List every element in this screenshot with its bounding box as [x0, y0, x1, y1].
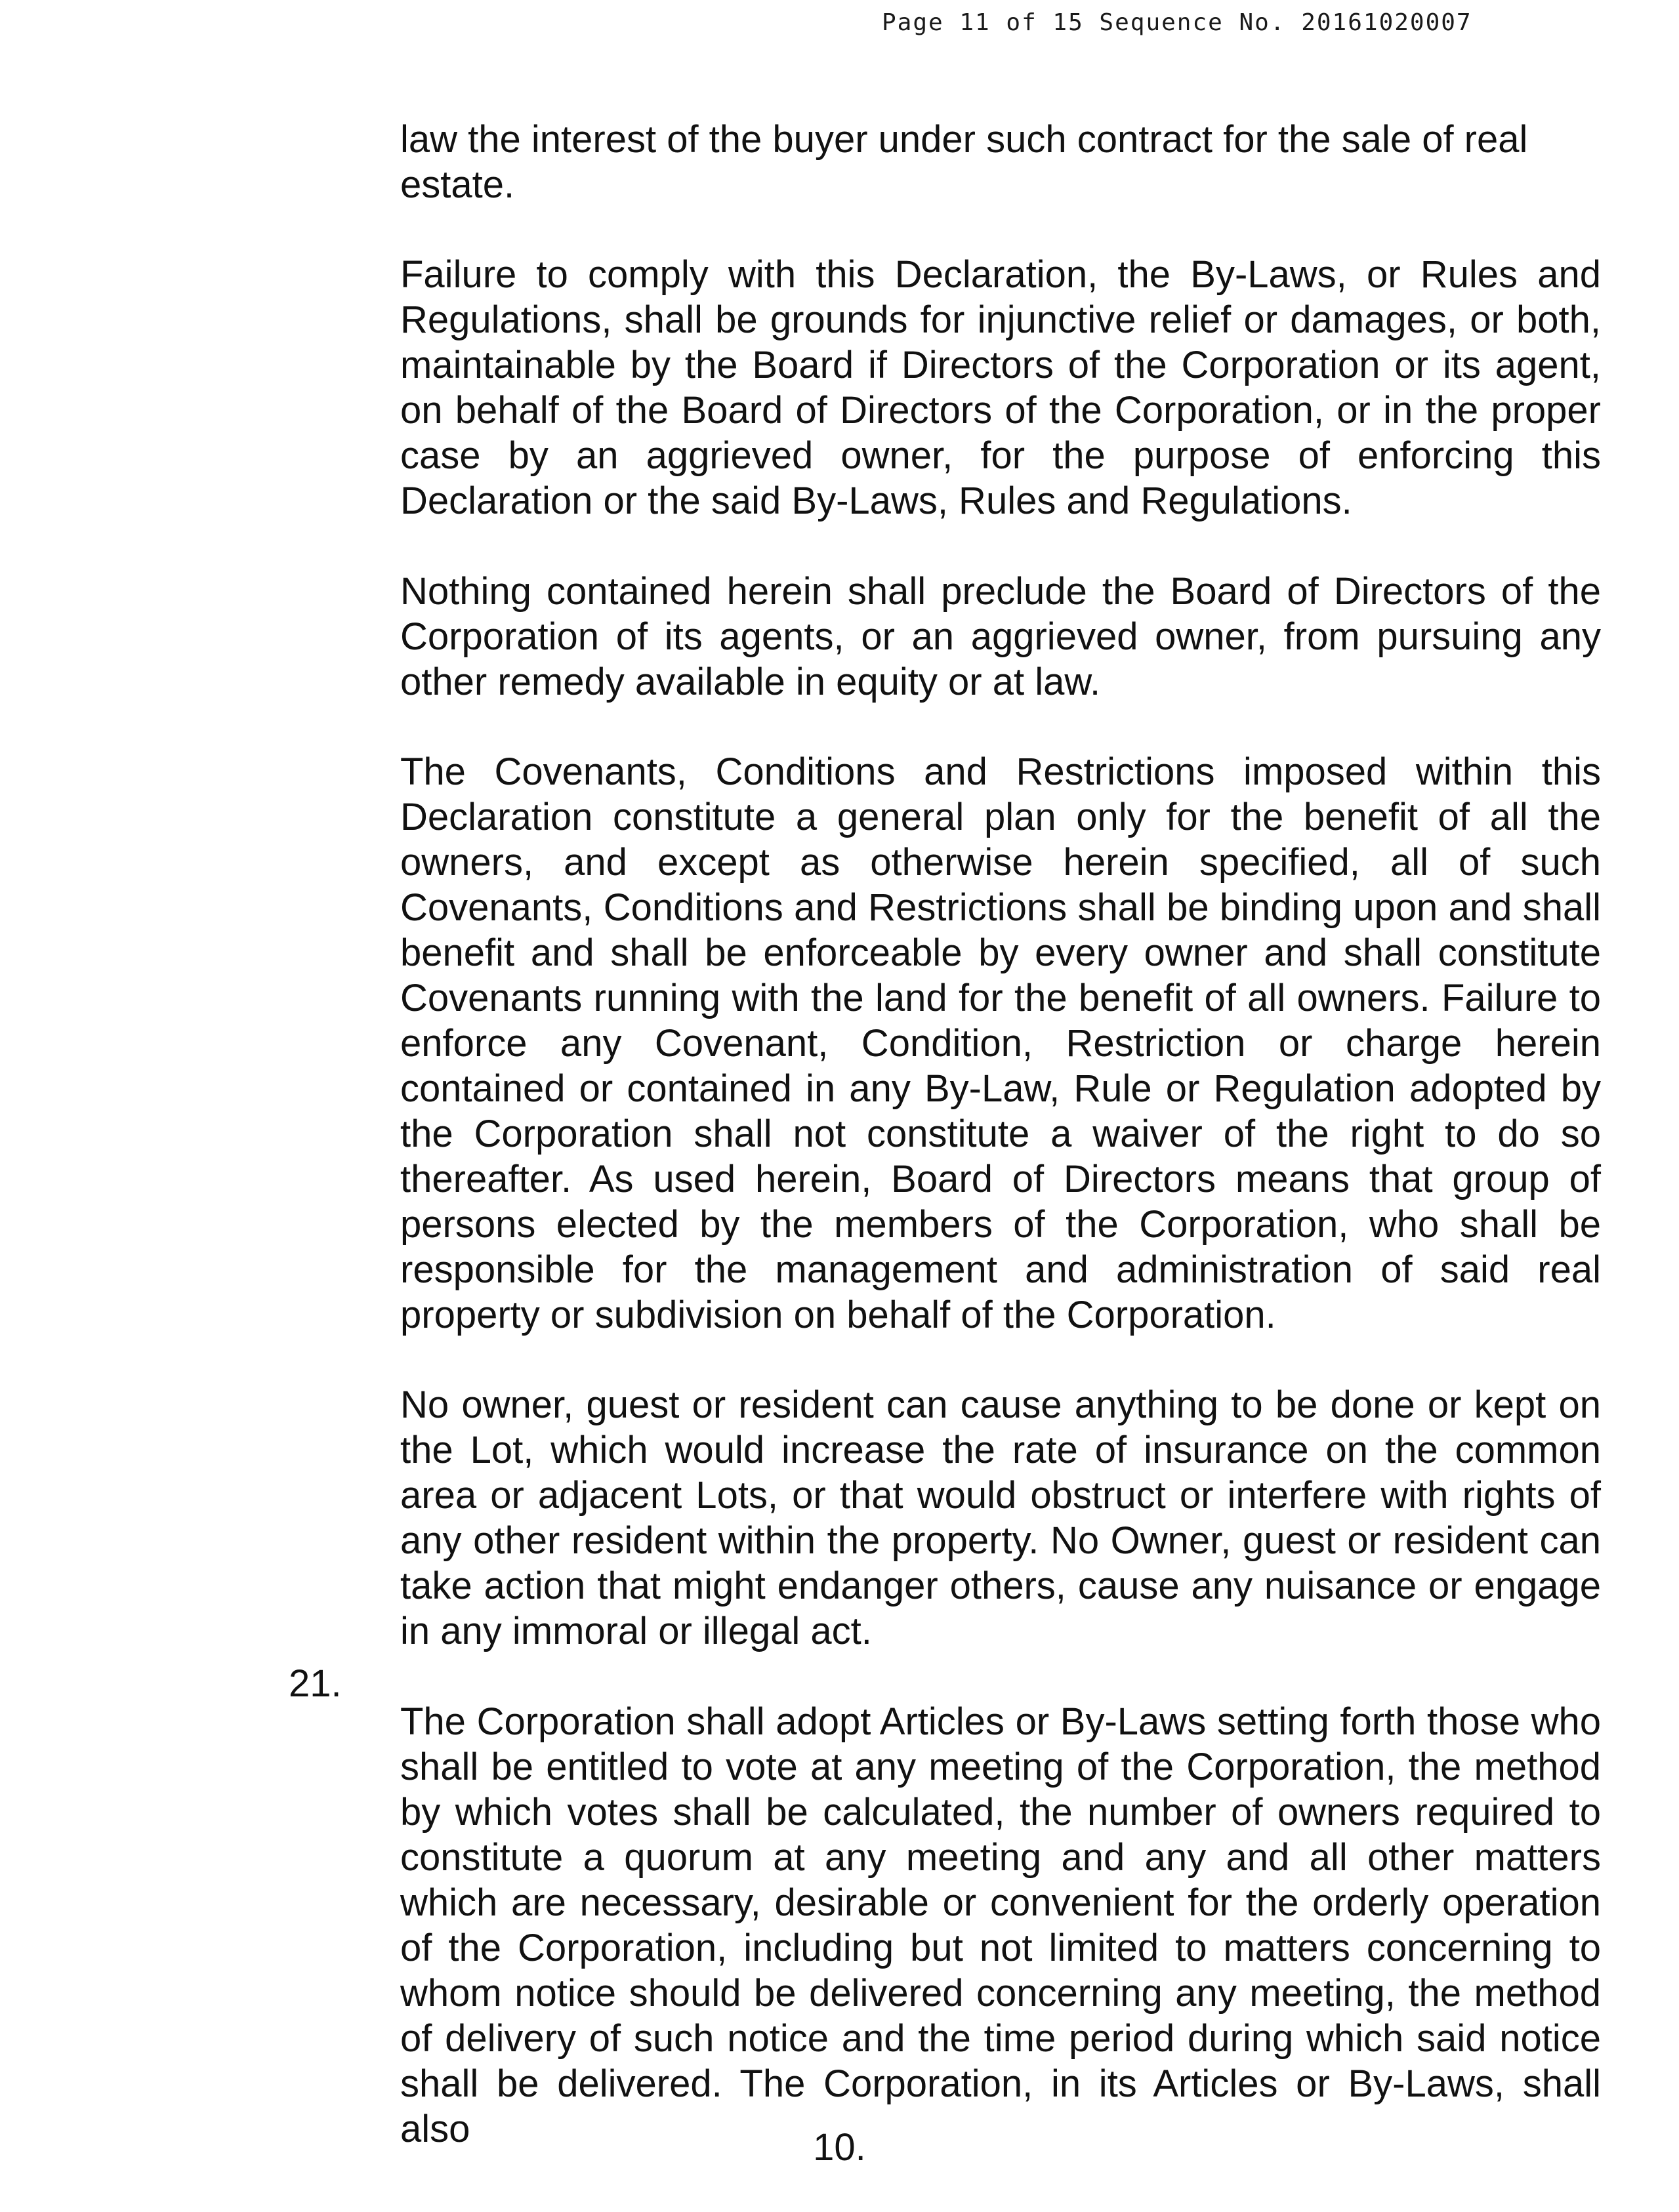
page-number: 10.: [813, 2126, 866, 2169]
page-sequence-header: Page 11 of 15 Sequence No. 20161020007: [882, 9, 1472, 36]
section-21-paragraph: The Corporation shall adopt Articles or By-Laws setting forth those who shall be entitled to vote at any meeting of the Corporation, the method by which votes shall be calculated, the number of owners required to constitute a quorum at any meeting and any and all other matters which are necessary, desirable or convenient for the orderly operation of the Corporation, including but not limited to matters concerning to whom notice should be delivered concerning any meeting, the method of delivery of such notice and the time period during which said notice shall be delivered. The Corporation, in its Articles or By-Laws, shall also: [400, 1700, 1601, 2150]
nothing-contained-paragraph: Nothing contained herein shall preclude the Board of Directors of the Corporation of its agents, or an aggrieved owner, from pursuing any other remedy available in equity or at law.: [400, 570, 1601, 703]
no-owner-paragraph: No owner, guest or resident can cause anything to be done or kept on the Lot, which would increase the rate of insurance on the common area or adjacent Lots, or that would obstruct or interfere with rights of any other resident within the property. No Owner, guest or resident can take action that might endanger others, cause any nuisance or engage in any immoral or illegal act.: [400, 1383, 1601, 1652]
failure-to-comply-paragraph: Failure to comply with this Declaration, the By-Laws, or Rules and Regulations, shall be grounds for injunctive relief or damages, or both, maintainable by the Board if Directors of the Corporation or its agent, on behalf of the Board of Directors of the Corporation, or in the proper case by an aggrieved owner, for the purpose of enforcing this Declaration or the said By-Laws, Rules and Regulations.: [400, 253, 1601, 522]
continuation-paragraph: law the interest of the buyer under such contract for the sale of real estate.: [400, 118, 1528, 206]
section-21-number: 21.: [289, 1662, 342, 1705]
covenants-paragraph: The Covenants, Conditions and Restrictions imposed within this Declaration constitute a general plan only for the benefit of all the owners, and except as otherwise herein specified, all of such Covenants, Conditions and Restrictions shall be binding upon and shall benefit and shall be enforceable by every owner and shall constitute Covenants running with the land for the benefit of all owners. Failure to enforce any Covenant, Condition, Restriction or charge herein contained or contained in any By-Law, Rule or Regulation adopted by the Corporation shall not constitute a waiver of the right to do so thereafter. As used herein, Board of Directors means that group of persons elected by the members of the Corporation, who shall be responsible for the management and administration of said real property or subdivision on behalf of the Corporation.: [400, 750, 1601, 1336]
